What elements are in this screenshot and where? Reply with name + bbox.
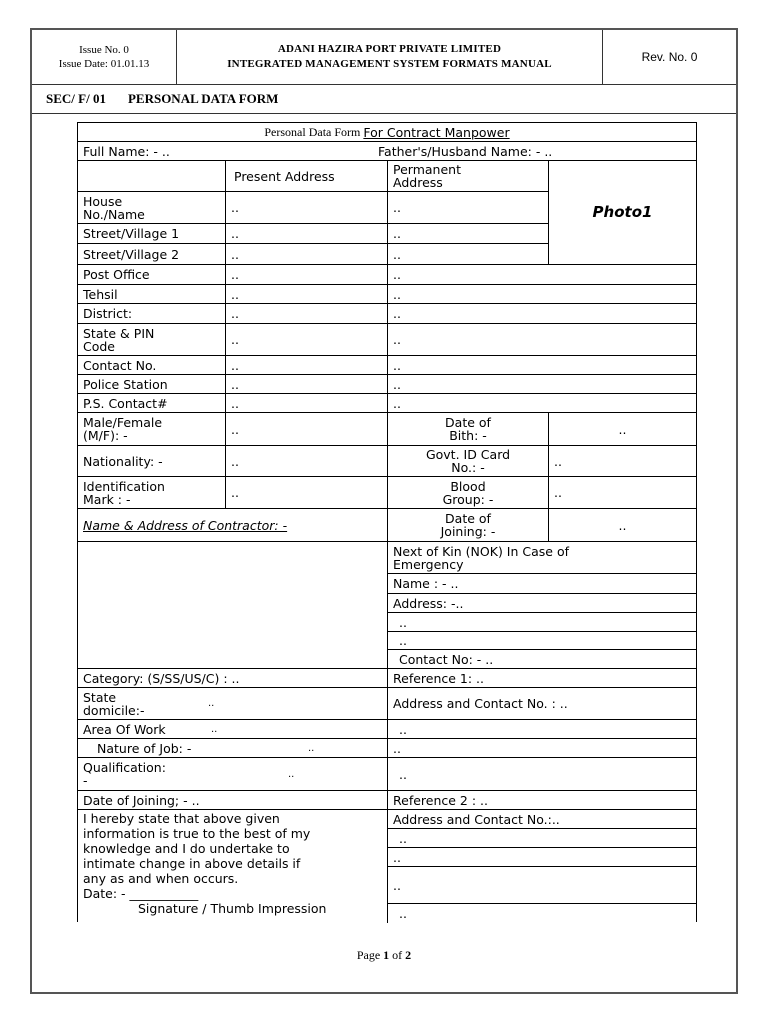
label-district: District:: [78, 304, 226, 324]
section-title: PERSONAL DATA FORM: [127, 91, 279, 106]
issue-cell: [32, 30, 177, 84]
section-code: SEC/ F/ 01: [46, 91, 106, 106]
reference1-line2[interactable]: ..: [388, 720, 696, 739]
dob-label: Date of Bith: -: [388, 413, 549, 446]
identification-value[interactable]: ..: [226, 477, 388, 509]
present-street2[interactable]: ..: [226, 244, 388, 265]
permanent-house[interactable]: ..: [388, 192, 549, 224]
label-state-pin: State & PIN Code: [78, 324, 226, 356]
blood-group-label: Blood Group: -: [388, 477, 549, 509]
nok-address[interactable]: Address: -..: [388, 594, 696, 613]
qualification-value[interactable]: ..: [283, 758, 388, 791]
label-post-office: Post Office: [78, 265, 226, 285]
photo-box: Photo1: [549, 161, 696, 265]
contractor-address-box[interactable]: [78, 542, 388, 669]
permanent-ps-contact[interactable]: ..: [388, 394, 696, 413]
nationality-value[interactable]: ..: [226, 446, 388, 477]
domicile-label: State domicile:-: [78, 688, 388, 720]
permanent-state-pin[interactable]: ..: [388, 324, 696, 356]
permanent-police-station[interactable]: ..: [388, 375, 696, 394]
present-post-office[interactable]: ..: [226, 265, 388, 285]
govt-id-value[interactable]: ..: [549, 446, 696, 477]
present-street1[interactable]: ..: [226, 224, 388, 244]
reference2-field[interactable]: Reference 2 : ..: [388, 791, 696, 810]
declaration-text: I hereby state that above given information is true to the best of my knowledge and I do undertake to intimate change in above details if any as and when occurs. Date: - ___________: [83, 811, 311, 901]
permanent-contact[interactable]: ..: [388, 356, 696, 375]
nature-of-job-label: Nature of Job: -: [78, 739, 303, 758]
title-cell: [177, 30, 603, 84]
reference2-line4[interactable]: ..: [388, 867, 696, 904]
blood-group-value[interactable]: ..: [549, 477, 696, 509]
present-ps-contact[interactable]: ..: [226, 394, 388, 413]
reference2-address-contact[interactable]: Address and Contact No.:..: [388, 810, 696, 829]
document-page: [30, 28, 738, 994]
joining-date-label: Date of Joining: -: [388, 509, 549, 542]
permanent-tehsil[interactable]: ..: [388, 285, 696, 304]
nok-contact[interactable]: Contact No: - ..: [388, 650, 696, 669]
document-header: [32, 30, 736, 85]
personal-data-form: [77, 122, 697, 922]
full-name-field[interactable]: Full Name: - ..: [78, 142, 388, 161]
reference2-line5[interactable]: ..: [399, 906, 407, 921]
govt-id-label: Govt. ID Card No.: -: [388, 446, 549, 477]
section-line: [32, 84, 736, 114]
reference1-line3[interactable]: ..: [388, 739, 696, 758]
present-tehsil[interactable]: ..: [226, 285, 388, 304]
contractor-label: Name & Address of Contractor: -: [78, 509, 388, 542]
area-of-work-value[interactable]: ..: [206, 720, 388, 739]
page-total: 2: [405, 948, 412, 962]
nok-name[interactable]: Name : - ..: [388, 574, 696, 594]
signature-label: Signature / Thumb Impression: [138, 901, 327, 916]
reference1-field[interactable]: Reference 1: ..: [388, 669, 696, 688]
label-street1: Street/Village 1: [78, 224, 226, 244]
label-police-station: Police Station: [78, 375, 226, 394]
label-contact: Contact No.: [78, 356, 226, 375]
form-title-prefix: Personal Data Form: [264, 124, 364, 139]
nok-address-line2[interactable]: ..: [388, 613, 696, 632]
revision-number: Rev. No. 0: [641, 50, 698, 64]
permanent-address-header: Permanent Address: [388, 161, 549, 192]
permanent-district[interactable]: ..: [388, 304, 696, 324]
nature-of-job-value[interactable]: ..: [303, 739, 388, 758]
category-field[interactable]: Category: (S/SS/US/C) : ..: [78, 669, 388, 688]
permanent-street1[interactable]: ..: [388, 224, 549, 244]
reference1-line4[interactable]: ..: [388, 758, 696, 791]
nationality-label: Nationality: -: [78, 446, 226, 477]
present-police-station[interactable]: ..: [226, 375, 388, 394]
page-of: of: [389, 948, 406, 962]
present-district[interactable]: ..: [226, 304, 388, 324]
manual-name: INTEGRATED MANAGEMENT SYSTEM FORMATS MANUAL: [227, 58, 552, 70]
issue-number: Issue No. 0: [79, 44, 129, 56]
gender-value[interactable]: ..: [226, 413, 388, 446]
present-address-header: Present Address: [226, 161, 388, 192]
label-house: House No./Name: [78, 192, 226, 224]
reference2-line2[interactable]: ..: [388, 829, 696, 848]
area-of-work-label: Area Of Work: [78, 720, 206, 739]
gender-label: Male/Female (M/F): -: [78, 413, 226, 446]
page-current: 1: [383, 948, 390, 962]
form-title: [78, 123, 696, 142]
present-contact[interactable]: ..: [226, 356, 388, 375]
form-title-suffix: For Contract Manpower: [363, 124, 510, 140]
label-tehsil: Tehsil: [78, 285, 226, 304]
domicile-value[interactable]: ..: [203, 688, 388, 720]
qualification-label: Qualification: -: [78, 758, 283, 791]
joining-date-value[interactable]: ..: [549, 509, 696, 542]
company-name: ADANI HAZIRA PORT PRIVATE LIMITED: [277, 43, 502, 55]
joining-date-field[interactable]: Date of Joining; - ..: [78, 791, 388, 810]
reference1-address-contact[interactable]: Address and Contact No. : ..: [388, 688, 696, 720]
declaration-box: [78, 810, 388, 923]
present-house[interactable]: ..: [226, 192, 388, 224]
issue-date: Issue Date: 01.01.13: [58, 58, 150, 70]
nok-title: Next of Kin (NOK) In Case of Emergency: [388, 542, 696, 574]
dob-value[interactable]: ..: [549, 413, 696, 446]
revision-cell: [603, 30, 736, 84]
father-name-field[interactable]: Father's/Husband Name: - ..: [373, 142, 696, 161]
address-header-blank: [78, 161, 226, 192]
page-number: [32, 948, 736, 963]
page-prefix: Page: [356, 948, 384, 962]
nok-address-line3[interactable]: ..: [388, 632, 696, 650]
reference2-line3[interactable]: ..: [388, 848, 696, 867]
label-street2: Street/Village 2: [78, 244, 226, 265]
label-ps-contact: P.S. Contact#: [78, 394, 226, 413]
present-state-pin[interactable]: ..: [226, 324, 388, 356]
permanent-street2[interactable]: ..: [388, 244, 549, 265]
permanent-post-office[interactable]: ..: [388, 265, 696, 285]
identification-label: Identification Mark : -: [78, 477, 226, 509]
